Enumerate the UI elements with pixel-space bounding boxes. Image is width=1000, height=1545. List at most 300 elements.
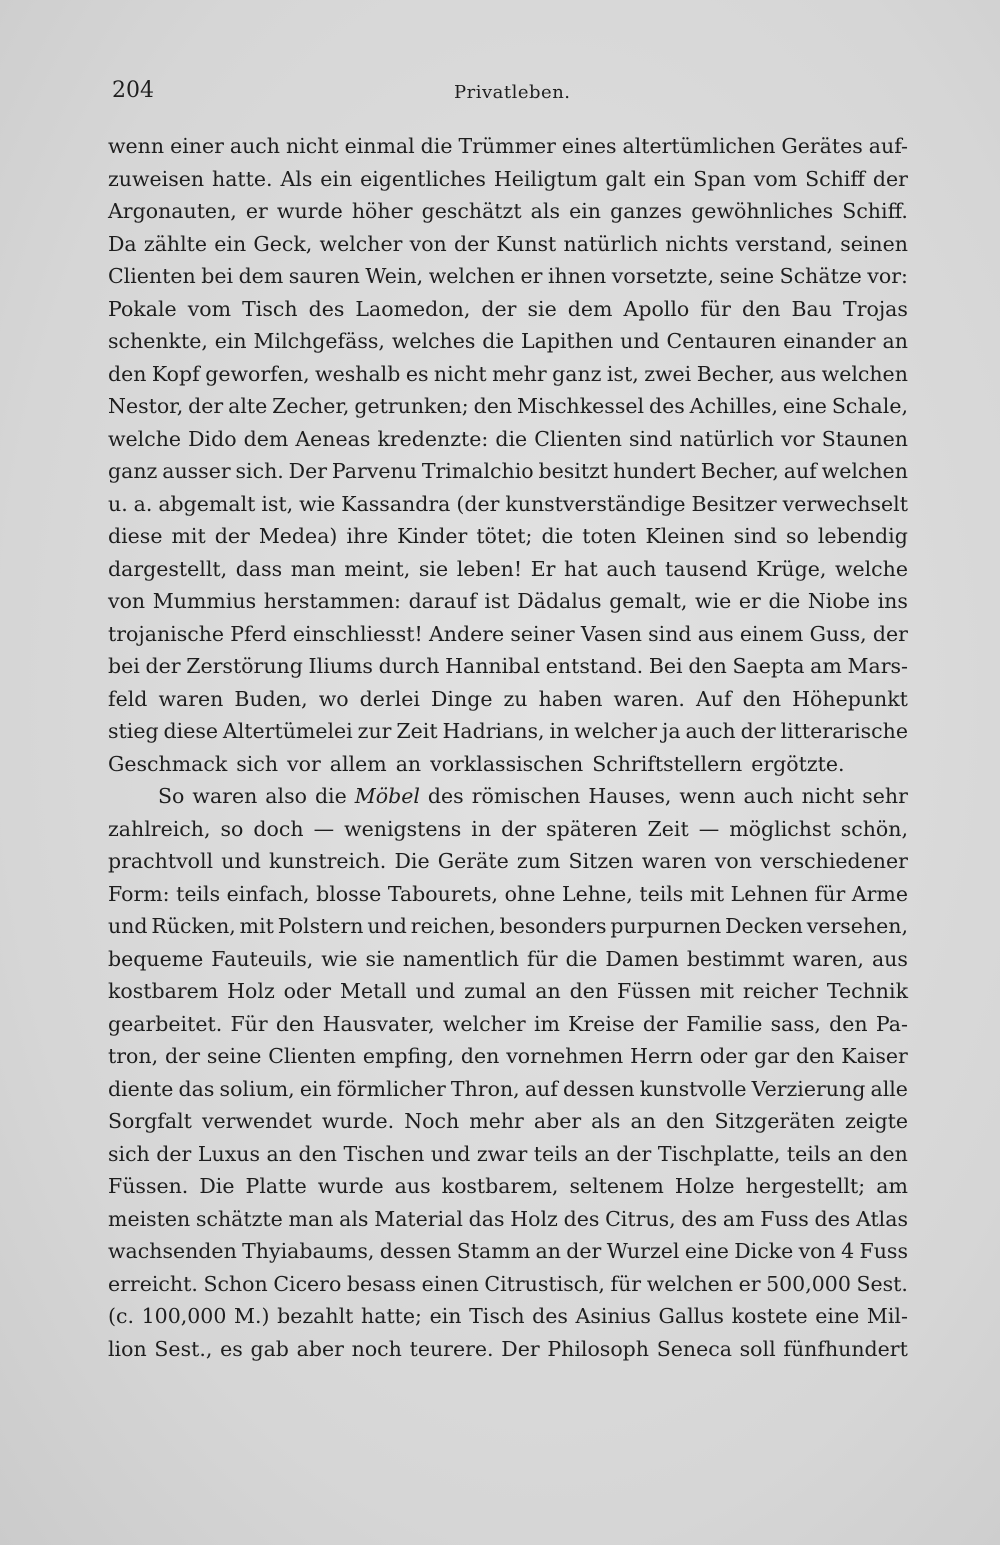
text-line bbox=[108, 878, 908, 911]
word: Atlas bbox=[856, 1206, 908, 1231]
word: aber bbox=[296, 1336, 344, 1361]
word: Philosoph bbox=[547, 1336, 649, 1361]
word: Becher, bbox=[700, 459, 779, 483]
word: Milchgefäss, bbox=[253, 329, 385, 353]
word: man bbox=[290, 556, 336, 581]
word: an bbox=[837, 1141, 863, 1166]
word: geschätzt bbox=[421, 199, 522, 223]
word: Material bbox=[374, 1206, 463, 1231]
word: diese bbox=[108, 524, 163, 548]
word: waren. bbox=[613, 686, 685, 711]
text-line bbox=[108, 358, 908, 391]
word: der bbox=[453, 231, 490, 256]
word: nicht bbox=[433, 361, 487, 386]
word: den bbox=[460, 1044, 500, 1068]
word: eine bbox=[782, 394, 827, 418]
text-line bbox=[108, 618, 908, 651]
word: verstand, bbox=[735, 231, 833, 256]
word: den bbox=[275, 1011, 315, 1036]
word: Krüge, bbox=[756, 556, 827, 581]
word: vor bbox=[287, 751, 321, 776]
word: Dicke bbox=[734, 1239, 794, 1263]
word: teils bbox=[176, 881, 221, 906]
word: an bbox=[630, 1109, 656, 1133]
word: mit bbox=[689, 881, 725, 906]
word: Gerätes bbox=[781, 134, 863, 158]
running-head bbox=[112, 78, 892, 108]
word: wachsenden bbox=[108, 1239, 237, 1263]
word: erreicht. bbox=[108, 1271, 198, 1296]
word: Bei bbox=[648, 654, 683, 678]
word: Trimalchio bbox=[421, 459, 534, 483]
word: Tisch bbox=[242, 296, 298, 321]
word: dem bbox=[243, 426, 289, 451]
text-line bbox=[108, 748, 908, 781]
word: den bbox=[741, 296, 781, 321]
word: trojanische bbox=[108, 621, 225, 646]
word: Zerstörung bbox=[186, 654, 303, 678]
word: den bbox=[108, 361, 147, 386]
word: Staunen bbox=[821, 426, 908, 451]
word: doch bbox=[253, 816, 304, 841]
word: solium, bbox=[219, 1076, 295, 1101]
word: Wein, bbox=[365, 264, 424, 288]
word: wie bbox=[695, 589, 732, 613]
word: die bbox=[541, 524, 574, 548]
word: sich bbox=[236, 751, 279, 776]
text-line bbox=[108, 488, 908, 521]
word: Sest. bbox=[856, 1271, 908, 1296]
word: Apollo bbox=[623, 296, 690, 321]
word: Holz bbox=[510, 1206, 558, 1231]
word: dem bbox=[238, 264, 284, 288]
word: Da bbox=[108, 231, 137, 256]
word: eine bbox=[684, 1239, 729, 1263]
word: einem bbox=[739, 621, 804, 646]
word: als bbox=[339, 1206, 369, 1231]
word: besitzt bbox=[538, 459, 609, 483]
word: Herrn bbox=[630, 1044, 693, 1068]
word: Der bbox=[288, 459, 328, 483]
text-line bbox=[108, 325, 908, 358]
word: ist, bbox=[606, 361, 639, 386]
word: von bbox=[108, 589, 146, 613]
word: für bbox=[526, 946, 558, 971]
word: meint, bbox=[344, 556, 411, 581]
word: des bbox=[308, 296, 345, 321]
word: dessen bbox=[562, 1076, 635, 1101]
word: späteren bbox=[546, 816, 638, 841]
word: dem bbox=[567, 296, 613, 321]
word: für bbox=[610, 1271, 642, 1296]
word: so bbox=[785, 524, 809, 548]
word: sie bbox=[527, 296, 557, 321]
word: Geck, bbox=[253, 231, 313, 256]
word: ganz bbox=[552, 361, 602, 386]
text-line bbox=[108, 650, 908, 683]
word: Der bbox=[501, 1336, 540, 1361]
text-line bbox=[108, 260, 908, 293]
word: welche bbox=[834, 556, 908, 581]
word: Buden, bbox=[234, 686, 308, 711]
word: natürlich bbox=[679, 426, 774, 451]
word: die bbox=[565, 946, 598, 971]
word: bezahlt bbox=[277, 1304, 354, 1328]
word: bei bbox=[108, 654, 140, 678]
word: den bbox=[298, 1141, 337, 1166]
word: man bbox=[288, 1206, 334, 1231]
word: Besitzer bbox=[691, 491, 777, 516]
word: möglichst bbox=[729, 816, 831, 841]
word: teils bbox=[639, 881, 684, 906]
paragraph-1 bbox=[108, 130, 908, 780]
word: vorklassischen bbox=[430, 751, 584, 776]
word: römischen bbox=[471, 784, 581, 808]
word: Kunst bbox=[496, 231, 557, 256]
word: Technik bbox=[826, 979, 908, 1003]
word: seiner bbox=[510, 621, 575, 646]
word: geworfen, bbox=[205, 361, 310, 386]
word: die bbox=[768, 589, 801, 613]
word: Damen bbox=[605, 946, 679, 971]
word: und bbox=[620, 329, 660, 353]
word: verschiedener bbox=[760, 849, 908, 873]
text-line bbox=[108, 780, 908, 813]
word: reichen, bbox=[410, 914, 496, 938]
word: wurde. bbox=[321, 1109, 395, 1133]
word: Iliums bbox=[308, 654, 373, 678]
word: dessen bbox=[379, 1239, 452, 1263]
word: derlei bbox=[359, 686, 420, 711]
word: zählte bbox=[143, 231, 208, 256]
word: Asinius bbox=[575, 1304, 651, 1328]
word: ein bbox=[429, 1304, 462, 1328]
body-text bbox=[108, 130, 908, 1365]
word: kunstreich. bbox=[269, 849, 387, 873]
word: weshalb bbox=[315, 361, 401, 386]
word: an bbox=[395, 751, 422, 776]
word: Guss, bbox=[809, 621, 867, 646]
word: Die bbox=[199, 1174, 235, 1198]
text-line bbox=[108, 195, 908, 228]
word: Andere bbox=[428, 621, 505, 646]
word: schätzte bbox=[195, 1206, 283, 1231]
word: vor: bbox=[867, 264, 908, 288]
text-line bbox=[108, 1008, 908, 1041]
word: So bbox=[158, 784, 185, 808]
word: dass bbox=[235, 556, 283, 581]
word: der bbox=[616, 1141, 652, 1166]
word: welchen bbox=[821, 361, 908, 386]
word: welcher bbox=[319, 231, 403, 256]
word: Polstern bbox=[277, 914, 364, 938]
word: Wurzel bbox=[606, 1239, 680, 1263]
word: nicht bbox=[285, 134, 339, 158]
word: Dädalus bbox=[517, 589, 602, 613]
word: ein bbox=[214, 231, 247, 256]
word: M.) bbox=[234, 1304, 270, 1328]
word: Becher, bbox=[696, 361, 775, 386]
word: einen bbox=[421, 1271, 479, 1296]
word: Span bbox=[693, 166, 746, 191]
text-line bbox=[108, 228, 908, 261]
text-line bbox=[108, 813, 908, 846]
word: der bbox=[740, 719, 776, 743]
word: Achilles, bbox=[689, 394, 778, 418]
word: 4 bbox=[841, 1239, 855, 1263]
word: zumal bbox=[464, 979, 527, 1003]
word: hat bbox=[564, 556, 598, 581]
word: Tisch bbox=[469, 1304, 525, 1328]
word: hundert bbox=[613, 459, 696, 483]
text-line bbox=[108, 1235, 908, 1268]
word: mehr bbox=[492, 361, 547, 386]
word: Nestor, bbox=[108, 394, 184, 418]
text-line bbox=[108, 585, 908, 618]
word: der bbox=[156, 1141, 192, 1166]
word: Lapithen bbox=[520, 329, 614, 353]
word: und bbox=[415, 979, 456, 1003]
word: an bbox=[882, 329, 908, 353]
word: reicher bbox=[742, 979, 818, 1003]
text-line bbox=[108, 1333, 908, 1366]
word: ihre bbox=[346, 524, 389, 548]
word: Fuss bbox=[760, 1206, 809, 1231]
word: und bbox=[367, 914, 407, 938]
word: natürlich bbox=[563, 231, 658, 256]
text-line bbox=[108, 163, 908, 196]
word: er bbox=[738, 589, 761, 613]
word: Cicero bbox=[273, 1271, 342, 1296]
text-line bbox=[108, 1300, 908, 1333]
page-number: 204 bbox=[112, 78, 154, 103]
word: und bbox=[108, 914, 148, 938]
word: bei bbox=[201, 264, 234, 288]
word: von bbox=[409, 231, 447, 256]
word: Clienten bbox=[534, 426, 622, 451]
word: ein bbox=[320, 166, 353, 191]
word: Laomedon, bbox=[355, 296, 471, 321]
word: der bbox=[501, 816, 537, 841]
word: Hausvater, bbox=[322, 1011, 435, 1036]
word: Für bbox=[230, 1011, 268, 1036]
word: Heiligtum bbox=[493, 166, 598, 191]
word: ihnen bbox=[547, 264, 607, 288]
word: schön, bbox=[840, 816, 908, 841]
word: (c. bbox=[108, 1304, 134, 1328]
word: sind bbox=[733, 524, 777, 548]
word: Thron, bbox=[450, 1076, 520, 1101]
word: die bbox=[482, 329, 515, 353]
word: Centauren bbox=[666, 329, 777, 353]
word: allem bbox=[329, 751, 387, 776]
word: welchen bbox=[646, 1271, 733, 1296]
word: Schale, bbox=[831, 394, 908, 418]
word: namentlich bbox=[402, 946, 519, 971]
word: litterarische bbox=[780, 719, 908, 743]
text-line bbox=[108, 520, 908, 553]
word: zur bbox=[357, 719, 392, 743]
word: Altertümelei bbox=[222, 719, 353, 743]
word: waren bbox=[158, 686, 224, 711]
word: empfing, bbox=[362, 1044, 455, 1068]
word: Seneca bbox=[656, 1336, 732, 1361]
word: ist bbox=[484, 589, 510, 613]
word: leben! bbox=[456, 556, 523, 581]
word: meisten bbox=[108, 1206, 191, 1231]
word: Kassandra bbox=[341, 491, 451, 516]
word: eine bbox=[815, 1304, 860, 1328]
word: Sest., bbox=[154, 1336, 213, 1361]
word: vorsetzte, bbox=[611, 264, 715, 288]
word: noch bbox=[351, 1336, 402, 1361]
word: der bbox=[872, 621, 908, 646]
word: Holz bbox=[227, 979, 275, 1003]
word: von bbox=[714, 849, 752, 873]
word: die bbox=[314, 784, 347, 808]
word: teils bbox=[786, 1141, 831, 1166]
word: vom bbox=[187, 296, 232, 321]
text-line bbox=[108, 683, 908, 716]
word: den bbox=[473, 394, 513, 418]
word: Saepta bbox=[732, 654, 805, 678]
word: zahlreich, bbox=[108, 816, 211, 841]
word: Aeneas bbox=[295, 426, 371, 451]
word: der bbox=[481, 296, 517, 321]
word: Hauses, bbox=[588, 784, 672, 808]
word: auf- bbox=[868, 134, 908, 158]
word: Füssen bbox=[616, 979, 691, 1003]
word: gewöhnliches bbox=[691, 199, 834, 223]
word: und bbox=[430, 1141, 471, 1166]
word: Fauteuils, bbox=[211, 946, 314, 971]
word: sich. bbox=[235, 459, 284, 483]
word: bequeme bbox=[108, 946, 204, 971]
text-line bbox=[108, 1040, 908, 1073]
word: kredenzte: bbox=[377, 426, 489, 451]
word: gar bbox=[753, 1044, 790, 1068]
word: an bbox=[535, 979, 561, 1003]
word: den bbox=[795, 1044, 835, 1068]
word: 100,000 bbox=[141, 1304, 227, 1328]
word: es bbox=[405, 361, 429, 386]
word: zeigte bbox=[845, 1109, 908, 1133]
word: an bbox=[535, 1239, 561, 1263]
word: der bbox=[642, 1011, 678, 1036]
word: der bbox=[214, 524, 250, 548]
word: sind bbox=[629, 426, 673, 451]
word: also bbox=[265, 784, 307, 808]
word: ganz bbox=[108, 459, 158, 483]
word: Tabourets, bbox=[387, 881, 499, 906]
word: sass, bbox=[770, 1011, 821, 1036]
word: das bbox=[178, 1076, 215, 1101]
word: er bbox=[520, 264, 543, 288]
word: Bau bbox=[791, 296, 832, 321]
word: Arme bbox=[851, 881, 908, 906]
word: ein bbox=[214, 329, 247, 353]
word: zuweisen bbox=[108, 166, 205, 191]
word: er bbox=[738, 1271, 761, 1296]
word: auf bbox=[524, 1076, 558, 1101]
word: einfach, bbox=[226, 881, 310, 906]
word: mehr bbox=[469, 1109, 524, 1133]
word: diese bbox=[163, 719, 218, 743]
word: wenn bbox=[679, 784, 736, 808]
word: eines bbox=[561, 134, 617, 158]
word: sie bbox=[365, 946, 395, 971]
word: kostbarem, bbox=[441, 1174, 559, 1198]
word: oder bbox=[283, 979, 332, 1003]
word: hatte. bbox=[212, 166, 273, 191]
word: als bbox=[530, 199, 560, 223]
word: das bbox=[468, 1206, 505, 1231]
word: zu bbox=[503, 686, 528, 711]
word: besass bbox=[346, 1271, 416, 1296]
word: seinen bbox=[840, 231, 908, 256]
word: galt bbox=[605, 166, 646, 191]
word: Hadrians, bbox=[442, 719, 545, 743]
word: sich bbox=[108, 1141, 150, 1166]
word: Tischen bbox=[343, 1141, 425, 1166]
word: einschliesst! bbox=[292, 621, 423, 646]
word: einer bbox=[170, 134, 224, 158]
word: Kopf bbox=[151, 361, 200, 386]
text-line bbox=[108, 910, 908, 943]
word: des bbox=[681, 1206, 718, 1231]
word: fünfhundert bbox=[783, 1336, 908, 1361]
word: vornehmen bbox=[506, 1044, 624, 1068]
word: gearbeitet. bbox=[108, 1011, 223, 1036]
word: in bbox=[549, 719, 570, 743]
word: a. bbox=[133, 491, 153, 516]
text-line bbox=[108, 943, 908, 976]
word: Hannibal bbox=[445, 654, 541, 678]
word: Tischplatte, bbox=[657, 1141, 781, 1166]
word: auch bbox=[606, 556, 657, 581]
word: mit bbox=[699, 979, 734, 1003]
text-line bbox=[108, 553, 908, 586]
word: Medea) bbox=[258, 524, 338, 548]
word: Dinge bbox=[431, 686, 493, 711]
word: Schätze bbox=[779, 264, 862, 288]
word: Geräte bbox=[437, 849, 509, 873]
word: im bbox=[533, 1011, 560, 1036]
word: so bbox=[220, 816, 244, 841]
word: alte bbox=[228, 394, 268, 418]
word: aus bbox=[697, 621, 734, 646]
word: Holze bbox=[674, 1174, 735, 1198]
word: Schiff bbox=[805, 166, 865, 191]
word: vom bbox=[753, 166, 798, 191]
text-line bbox=[108, 1138, 908, 1171]
word: der bbox=[164, 1044, 201, 1068]
word: auch bbox=[229, 134, 280, 158]
word: Sitzgeräten bbox=[714, 1109, 835, 1133]
word: Noch bbox=[404, 1109, 460, 1133]
running-head-title: Privatleben. bbox=[454, 82, 571, 103]
word: Gallus bbox=[658, 1304, 724, 1328]
word: Pferd bbox=[230, 621, 287, 646]
word: diente bbox=[108, 1076, 174, 1101]
word: Sitzen bbox=[568, 849, 634, 873]
word: Dido bbox=[188, 426, 237, 451]
word: — bbox=[698, 816, 720, 841]
word: — bbox=[313, 816, 335, 841]
word: den bbox=[742, 686, 782, 711]
word: Geschmack bbox=[108, 751, 228, 776]
word: Thyiabaums, bbox=[242, 1239, 375, 1263]
